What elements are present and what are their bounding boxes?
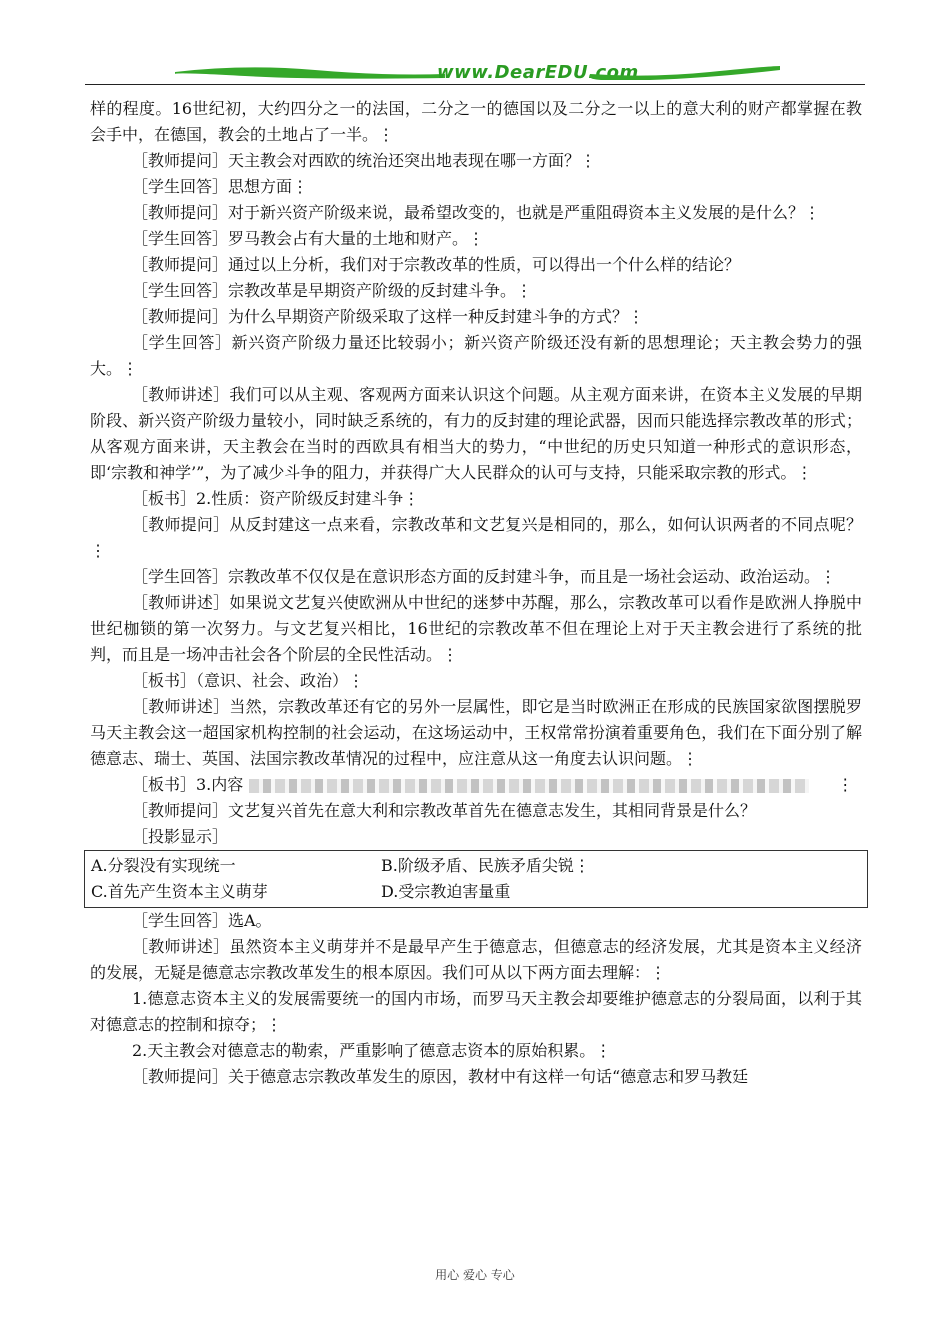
paragraph: ［投影显示］: [132, 827, 229, 846]
paragraph: ［教师提问］文艺复兴首先在意大利和宗教改革首先在德意志发生，其相同背景是什么？: [132, 801, 757, 820]
paragraph: ［学生回答］宗教改革不仅仅是在意识形态方面的反封建斗争，而且是一场社会运动、政治运动。⋮: [132, 567, 837, 586]
header-divider: [85, 84, 865, 85]
line-end-mark: ⋮: [837, 775, 854, 794]
paragraph: ［学生回答］选A。: [132, 911, 272, 930]
paragraph: ［教师讲述］我们可以从主观、客观两方面来认识这个问题。从主观方面来讲，在资本主义发展的早期阶段、新兴资产阶级力量较小，同时缺乏系统的，有力的反封建的理论武器，因而只能选择宗教改革的形式；从客观方面来讲，天主教会在当时的西欧具有相当大的势力，“中世纪的历史只知道一种形式的意识形态，即‘宗教和神学’”，为了减少斗争的阻力，并获得广大人民群众的认可与支持，只能采取宗教的形式。⋮: [90, 385, 862, 482]
paragraph: ［板书］（意识、社会、政治）⋮: [132, 671, 365, 690]
option-d: D.受宗教迫害量重: [381, 882, 511, 901]
swoosh-left-icon: [175, 64, 445, 80]
options-box: [84, 850, 868, 908]
site-header: [85, 60, 865, 90]
board-label: ［板书］3.内容: [132, 775, 244, 794]
paragraph: ［学生回答］思想方面⋮: [132, 177, 309, 196]
paragraph: ［学生回答］罗马教会占有大量的土地和财产。⋮: [132, 229, 485, 248]
paragraph: ［教师提问］天主教会对西欧的统治还突出地表现在哪一方面？⋮: [132, 151, 597, 170]
paragraph: ［教师提问］通过以上分析，我们对于宗教改革的性质，可以得出一个什么样的结论？: [132, 255, 741, 274]
site-logo[interactable]: www.DearEDU.com: [437, 62, 639, 83]
paragraph: ［学生回答］宗教改革是早期资产阶级的反封建斗争。⋮: [132, 281, 533, 300]
lesson-content: [90, 96, 862, 1090]
swoosh-right-icon: [590, 64, 780, 80]
paragraph: ［教师提问］从反封建这一点来看，宗教改革和文艺复兴是相同的，那么，如何认识两者的不同点呢？⋮: [90, 515, 862, 560]
board-content-line: [90, 772, 862, 798]
paragraph: ［板书］2.性质：资产阶级反封建斗争⋮: [132, 489, 420, 508]
blurred-image: [249, 779, 809, 793]
paragraph: 样的程度。16世纪初，大约四分之一的法国，二分之一的德国以及二分之一以上的意大利的财产都掌握在教会手中，在德国，教会的土地占了一半。⋮: [90, 99, 862, 144]
paragraph: ［学生回答］新兴资产阶级力量还比较弱小；新兴资产阶级还没有新的思想理论；天主教会势力的强大。⋮: [90, 333, 862, 378]
paragraph: 1.德意志资本主义的发展需要统一的国内市场，而罗马天主教会却要维护德意志的分裂局面，以利于其对德意志的控制和掠夺；⋮: [90, 989, 862, 1034]
option-a: A.分裂没有实现统一: [91, 856, 236, 875]
paragraph: ［教师讲述］当然，宗教改革还有它的另外一层属性，即它是当时欧洲正在形成的民族国家欲图摆脱罗马天主教会这一超国家机构控制的社会运动，在这场运动中，王权常常扮演着重要角色，我们在下面分别了解德意志、瑞士、英国、法国宗教改革情况的过程中，应注意从这一角度去认识问题。⋮: [90, 697, 862, 768]
paragraph: ［教师讲述］虽然资本主义萌芽并不是最早产生于德意志，但德意志的经济发展，尤其是资本主义经济的发展，无疑是德意志宗教改革发生的根本原因。我们可从以下两方面去理解：⋮: [90, 937, 862, 982]
paragraph: ［教师讲述］如果说文艺复兴使欧洲从中世纪的迷梦中苏醒，那么，宗教改革可以看作是欧洲人挣脱中世纪枷锁的第一次努力。与文艺复兴相比，16世纪的宗教改革不但在理论上对于天主教会进行了系统的批判，而且是一场冲击社会各个阶层的全民性活动。⋮: [90, 593, 862, 664]
option-c: C.首先产生资本主义萌芽: [91, 882, 268, 901]
option-b: B.阶级矛盾、民族矛盾尖锐⋮: [381, 856, 590, 875]
paragraph: ［教师提问］对于新兴资产阶级来说，最希望改变的，也就是严重阻碍资本主义发展的是什么？⋮: [132, 203, 821, 222]
paragraph: ［教师提问］关于德意志宗教改革发生的原因，教材中有这样一句话“德意志和罗马教廷: [132, 1067, 749, 1086]
page-footer: 用心 爱心 专心: [435, 1268, 515, 1282]
paragraph: ［教师提问］为什么早期资产阶级采取了这样一种反封建斗争的方式？⋮: [132, 307, 645, 326]
paragraph: 2.天主教会对德意志的勒索，严重影响了德意志资本的原始积累。⋮: [132, 1041, 612, 1060]
